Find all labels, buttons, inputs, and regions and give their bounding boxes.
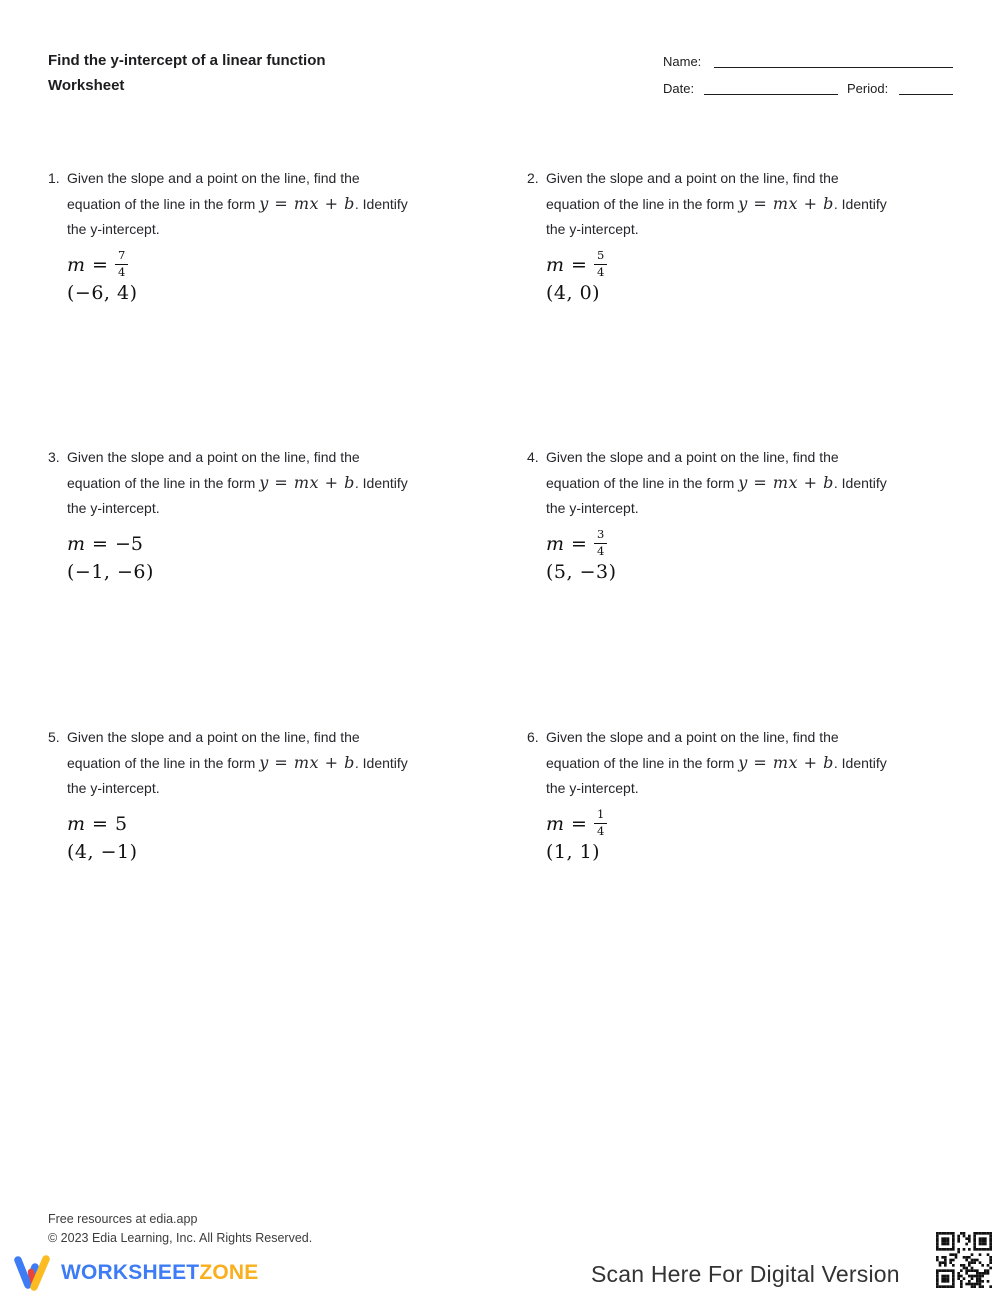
point-expression: (4, −1) (67, 841, 138, 863)
prompt-line: the y-intercept. (67, 500, 160, 516)
prompt-line: the y-intercept. (546, 780, 639, 796)
title-line-1: Find the y-intercept of a linear function (48, 52, 326, 69)
prompt-line: the y-intercept. (67, 221, 160, 237)
prompt-line: equation of the line in the form y = mx + b. Identify (546, 473, 887, 492)
prompt-line: equation of the line in the form y = mx + b. Identify (67, 473, 408, 492)
period-line (899, 94, 953, 95)
title-line-2: Worksheet (48, 77, 125, 94)
problem-5 (48, 725, 480, 863)
prompt-line: equation of the line in the form y = mx + b. Identify (546, 194, 887, 213)
problem-number: 4. (527, 449, 539, 465)
logo-text-zone: ZONE (199, 1261, 259, 1284)
slope-expression: m = $\frac{7}{4}$ (67, 251, 480, 279)
fraction: $\frac{7}{4}$ (115, 250, 128, 278)
point-expression: (5, −3) (546, 561, 617, 583)
fraction: $\frac{5}{4}$ (594, 250, 607, 278)
period-label: Period: (847, 81, 889, 96)
qr-code (932, 1227, 996, 1293)
prompt-line: equation of the line in the form y = mx + b. Identify (67, 753, 408, 772)
prompt-line: Given the slope and a point on the line, find the (546, 170, 839, 186)
slope-value: −5 (114, 533, 143, 555)
problem-number: 6. (527, 729, 539, 745)
slope-expression: m = 5 (67, 813, 128, 835)
problem-3 (48, 445, 480, 583)
point-expression: (−6, 4) (67, 282, 138, 304)
prompt-line: the y-intercept. (67, 780, 160, 796)
slope-expression: m = −5 (67, 533, 143, 555)
logo-w-icon (14, 1253, 52, 1293)
inline-equation: y = mx + b (738, 753, 834, 772)
worksheetzone-logo (14, 1253, 258, 1293)
problem-2 (527, 166, 959, 304)
inline-equation: y = mx + b (738, 473, 834, 492)
footer-copyright: © 2023 Edia Learning, Inc. All Rights Reserved. (48, 1231, 313, 1245)
problem-number: 1. (48, 170, 60, 186)
point-expression: (1, 1) (546, 841, 601, 863)
prompt-line: the y-intercept. (546, 221, 639, 237)
prompt-line: Given the slope and a point on the line, find the (67, 729, 360, 745)
prompt-line: Given the slope and a point on the line, find the (67, 449, 360, 465)
inline-equation: y = mx + b (259, 194, 355, 213)
date-label: Date: (663, 81, 695, 96)
inline-equation: y = mx + b (259, 473, 355, 492)
slope-expression: m = $\frac{5}{4}$ (546, 251, 959, 279)
point-expression: (4, 0) (546, 282, 601, 304)
name-line (714, 67, 953, 68)
fraction: $\frac{1}{4}$ (594, 809, 607, 837)
point-expression: (−1, −6) (67, 561, 154, 583)
problem-number: 5. (48, 729, 60, 745)
problem-4 (527, 445, 959, 583)
prompt-line: Given the slope and a point on the line, find the (546, 729, 839, 745)
inline-equation: y = mx + b (738, 194, 834, 213)
slope-expression: m = $\frac{3}{4}$ (546, 530, 959, 558)
footer-free-resources: Free resources at edia.app (48, 1212, 198, 1226)
fraction: $\frac{3}{4}$ (594, 529, 607, 557)
problem-1 (48, 166, 480, 304)
name-label: Name: (663, 54, 702, 69)
logo-text-worksheet: WORKSHEET (61, 1261, 200, 1284)
prompt-line: the y-intercept. (546, 500, 639, 516)
prompt-line: equation of the line in the form y = mx + b. Identify (67, 194, 408, 213)
slope-expression: m = $\frac{1}{4}$ (546, 810, 959, 838)
problem-number: 3. (48, 449, 60, 465)
slope-value: 5 (114, 813, 128, 835)
problem-number: 2. (527, 170, 539, 186)
prompt-line: Given the slope and a point on the line, find the (546, 449, 839, 465)
scan-here-text: Scan Here For Digital Version (591, 1261, 900, 1287)
problem-6 (527, 725, 959, 863)
inline-equation: y = mx + b (259, 753, 355, 772)
prompt-line: Given the slope and a point on the line, find the (67, 170, 360, 186)
page-title (48, 48, 326, 98)
date-line (704, 94, 838, 95)
prompt-line: equation of the line in the form y = mx + b. Identify (546, 753, 887, 772)
